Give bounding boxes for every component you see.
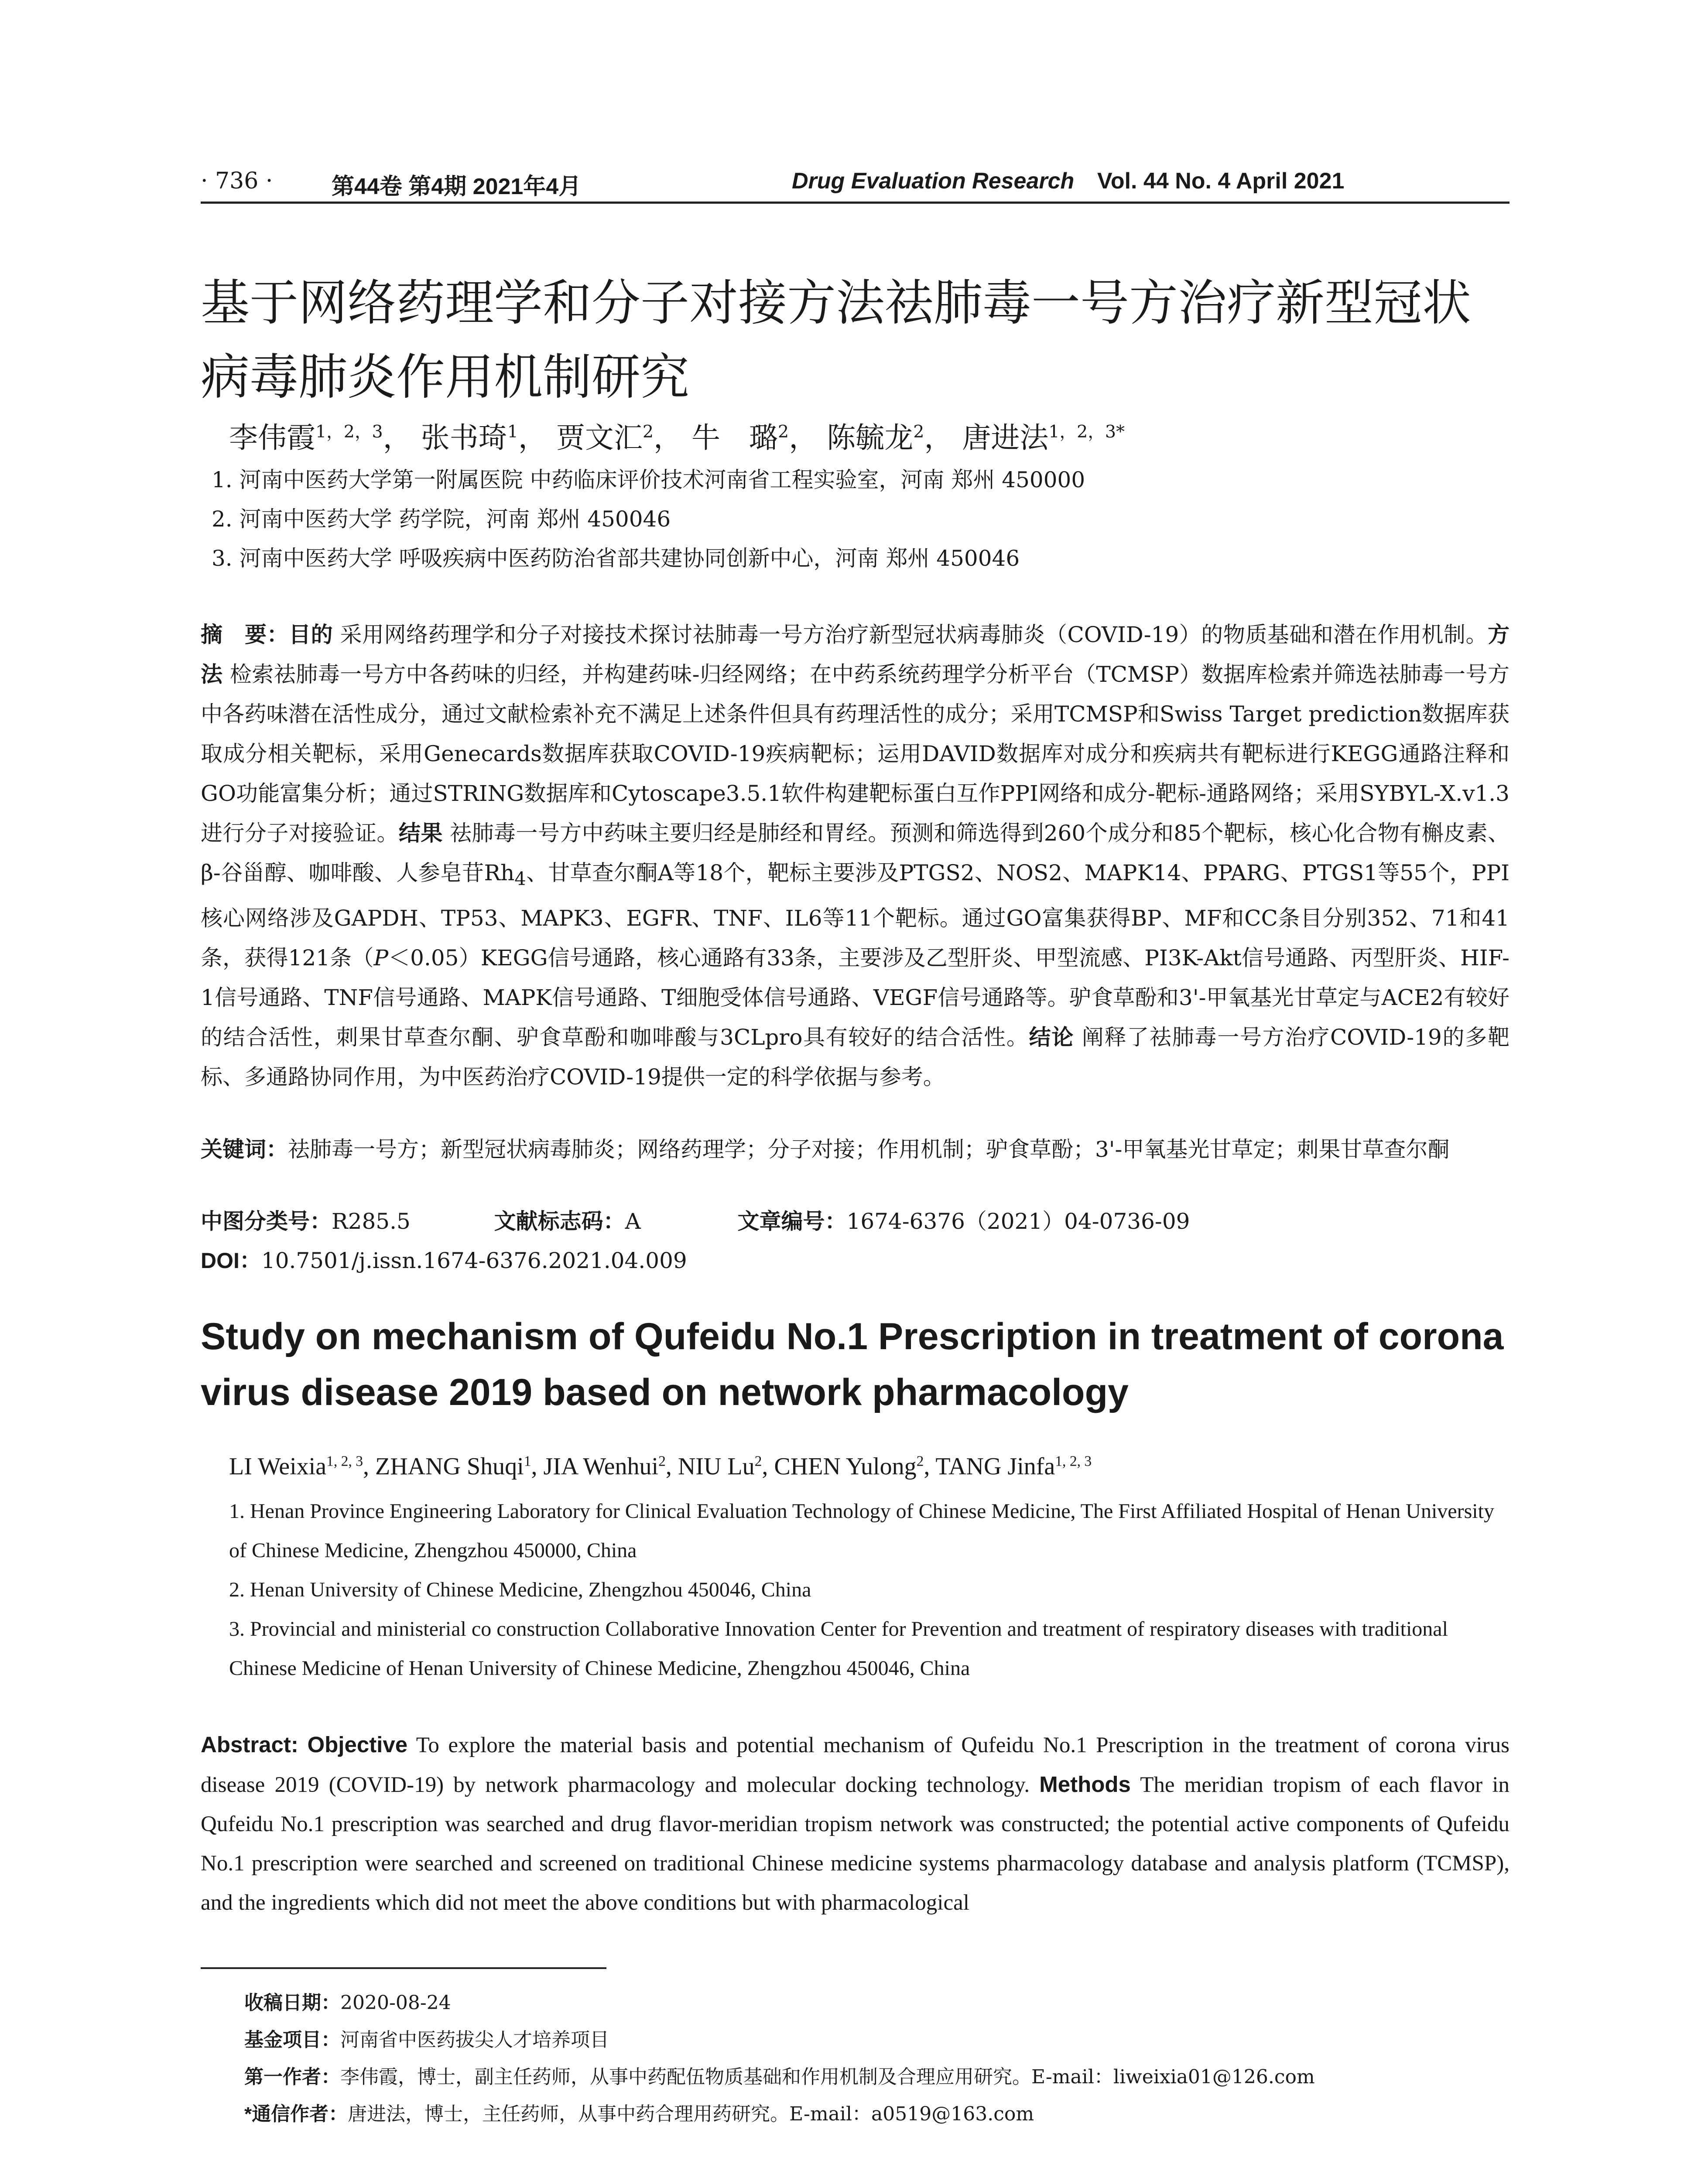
footnote-rule — [201, 1967, 606, 1969]
author-name-en: NIU Lu — [678, 1453, 755, 1480]
methods-en-label: Methods — [1039, 1772, 1131, 1797]
page-number: · 736 · — [201, 168, 273, 194]
author-sup-en: 2 — [658, 1453, 666, 1470]
author-sup: 2 — [913, 422, 924, 442]
article-no-value: 1674-6376（2021）04-0736-09 — [846, 1209, 1190, 1234]
footnote-label: 收稿日期： — [244, 1992, 340, 2013]
author-name: 陈毓龙 — [827, 421, 914, 455]
footnote-text: 唐进法，博士，主任药师，从事中药合理用药研究。E-mail：a0519@163.com — [348, 2103, 1034, 2125]
objective-cn-text: 采用网络药理学和分子对接技术探讨祛肺毒一号方治疗新型冠状病毒肺炎（COVID-19）的物质基础和潜在作用机制。 — [340, 622, 1488, 647]
author-name: 贾文汇 — [556, 421, 643, 455]
author-name-en: ZHANG Shuqi — [375, 1453, 524, 1480]
author-name-en: TANG Jinfa — [935, 1453, 1055, 1480]
footnote-received — [244, 1987, 451, 2015]
footnote-text: 2020-08-24 — [340, 1992, 451, 2014]
footnote-label: 基金项目： — [244, 2029, 340, 2051]
author-sup: 2 — [778, 422, 789, 442]
abstract-en — [201, 1725, 1509, 1922]
doc-code-label: 文献标志码： — [494, 1209, 625, 1234]
affiliation-cn-2: 2. 河南中医药大学 药学院，河南 郑州 450046 — [212, 506, 671, 532]
footnote-label: *通信作者： — [244, 2103, 348, 2125]
issue-cn: 第44卷 第4期 2021年4月 — [332, 174, 582, 199]
affiliation-en-3: 3. Provincial and ministerial co construction Collaborative Innovation Center for Prevention and treatment of respiratory diseases with traditional Chinese Medicine of Henan University of Chinese Medicine, Zhengzhou 450046, China — [229, 1617, 1448, 1680]
author-name-en: JIA Wenhui — [543, 1453, 659, 1480]
doi-label: DOI： — [201, 1248, 261, 1273]
author-name-en: LI Weixia — [229, 1453, 327, 1480]
footnote-label: 第一作者： — [244, 2066, 340, 2088]
results-cn-text-1: 祛肺毒一号方中药味主要归经是肺经和胃经。预测和筛选得到260个成分和85个靶标，核心化合物有槲皮素、β-谷甾醇、咖啡酸、人参皂苷Rh — [201, 820, 1510, 885]
footnote-first-author — [244, 2061, 1315, 2089]
results-cn-subscript: 4 — [514, 868, 526, 889]
clc-label: 中图分类号： — [201, 1209, 332, 1234]
affiliation-cn-1: 1. 河南中医药大学第一附属医院 中药临床评价技术河南省工程实验室，河南 郑州 450000 — [212, 467, 1085, 492]
objective-en-text: To explore the material basis and potential mechanism of Qufeidu No.1 Prescription in the treatment of corona virus disease 2019 (COVID-19) by network pharmacology and molecular docking technology. — [201, 1733, 1509, 1797]
abstract-cn — [201, 615, 1509, 1097]
footnote-corresponding — [244, 2098, 1034, 2126]
article-no-label: 文章编号： — [737, 1209, 847, 1234]
header-rule — [201, 202, 1509, 204]
author-sup-en: 1, 2, 3 — [1055, 1453, 1092, 1470]
author-name: 李伟霞 — [229, 421, 315, 455]
author-name: 唐进法 — [962, 421, 1049, 455]
keywords-cn — [201, 1130, 1509, 1169]
results-cn-text-3: ＜0.05）KEGG信号通路，核心通路有33条，主要涉及乙型肝炎、甲型流感、PI3K-Akt信号通路、丙型肝炎、HIF-1信号通路、TNF信号通路、MAPK信号通路、T细胞受体信号通路、VEGF信号通路等。驴食草酚和3'-甲氧基光甘草定与ACE2有较好的结合活性，刺果甘草查尔酮、驴食草酚和咖啡酸与3CLpro具有较好的结合活性。 — [201, 945, 1510, 1050]
footnote-text: 河南省中医药拔尖人才培养项目 — [340, 2029, 609, 2051]
author-sup-en: 2 — [916, 1453, 924, 1470]
classification — [201, 1204, 1190, 1235]
author-sup: 2 — [642, 422, 654, 442]
abstract-en-label: Abstract: — [201, 1732, 298, 1757]
objective-en-label: Objective — [307, 1732, 408, 1757]
affiliation-en-1: 1. Henan Province Engineering Laboratory for Clinical Evaluation Technology of Chinese Medicine, The First Affiliated Hospital of Henan University of Chinese Medicine, Zhengzhou 450000, China — [229, 1500, 1494, 1562]
author-sup-en: 2 — [754, 1453, 762, 1470]
author-sup-en: 1, 2, 3 — [326, 1453, 363, 1470]
methods-en-text: The meridian tropism of each flavor in Qufeidu No.1 prescription was searched and drug flavor-meridian tropism network was constructed; the potential active components of Qufeidu No.1 prescription were searched and screened on traditional Chinese medicine systems pharmacology database and analysis platform (TCMSP), and the ingredients which did not meet the above conditions but with pharmacological — [201, 1773, 1509, 1915]
author-sup: 1，2，3* — [1048, 422, 1125, 442]
footnote-text: 李伟霞，博士，副主任药师，从事中药配伍物质基础和作用机制及合理应用研究。E-mail：liweixia01@126.com — [340, 2066, 1315, 2088]
running-header — [201, 168, 1509, 203]
keywords-cn-text: 祛肺毒一号方；新型冠状病毒肺炎；网络药理学；分子对接；作用机制；驴食草酚；3'-甲氧基光甘草定；刺果甘草查尔酮 — [288, 1137, 1450, 1162]
doi — [201, 1243, 687, 1275]
author-name: 张书琦 — [421, 421, 507, 455]
abstract-cn-label: 摘 要： — [201, 622, 289, 647]
affiliation-en-2: 2. Henan University of Chinese Medicine, Zhengzhou 450046, China — [229, 1578, 811, 1601]
methods-cn-label: 方法 — [201, 622, 1509, 687]
doi-value: 10.7501/j.issn.1674-6376.2021.04.009 — [261, 1248, 687, 1273]
keywords-cn-label: 关键词： — [201, 1137, 288, 1162]
journal-name: Drug Evaluation Research — [792, 168, 1075, 194]
conclusion-cn-text: 阐释了祛肺毒一号方治疗COVID-19的多靶标、多通路协同作用，为中医药治疗COVID-19提供一定的科学依据与参考。 — [201, 1025, 1510, 1090]
title-en: Study on mechanism of Qufeidu No.1 Prescription in treatment of corona virus disease 2019 based on network pharmacology — [201, 1316, 1504, 1413]
clc-value: R285.5 — [332, 1209, 411, 1234]
author-sup-en: 1 — [524, 1453, 531, 1470]
authors-en: LI Weixia$^{1, 2, 3}$, ZHANG Shuqi$^1$, JIA Wenhui$^2$, NIU Lu$^2$, CHEN Yulong$^2$, TANG Jinfa$^{1, 2, 3}$ — [229, 1453, 1092, 1480]
author-name: 牛 璐 — [691, 421, 778, 455]
methods-cn-text: 检索祛肺毒一号方中各药味的归经，并构建药味-归经网络；在中药系统药理学分析平台（TCMSP）数据库检索并筛选祛肺毒一号方中各药味潜在活性成分，通过文献检索补充不满足上述条件但具有药理活性的成分；采用TCMSP和Swiss Target prediction数据库获取成分相关靶标，采用Genecards数据库获取COVID-19疾病靶标；运用DAVID数据库对成分和疾病共有靶标进行KEGG通路注释和GO功能富集分析；通过STRING数据库和Cytoscape3.5.1软件构建靶标蛋白互作PPI网络和成分-靶标-通路网络；采用SYBYL-X.v1.3进行分子对接验证。 — [201, 662, 1509, 846]
results-cn-text-2: 、甘草查尔酮A等18个，靶标主要涉及PTGS2、NOS2、MAPK14、PPARG、PTGS1等55个，PPI核心网络涉及GAPDH、TP53、MAPK3、EGFR、TNF、IL6等11个靶标。通过GO富集获得BP、MF和CC条目分别352、71和41条，获得121条（ — [201, 860, 1509, 971]
author-sup: 1 — [507, 422, 518, 442]
conclusion-cn-label: 结论 — [1029, 1025, 1075, 1049]
issue-en: Vol. 44 No. 4 April 2021 — [1097, 168, 1345, 194]
affiliation-cn-3: 3. 河南中医药大学 呼吸疾病中医药防治省部共建协同创新中心，河南 郑州 450046 — [212, 546, 1020, 571]
title-cn: 基于网络药理学和分子对接方法祛肺毒一号方治疗新型冠状病毒肺炎作用机制研究 — [201, 275, 1471, 406]
results-cn-p: P — [373, 945, 389, 971]
results-cn-label: 结果 — [398, 821, 443, 845]
objective-cn-label: 目的 — [289, 622, 333, 647]
footnote-fund — [244, 2024, 609, 2052]
author-name-en: CHEN Yulong — [774, 1453, 917, 1480]
doc-code-value: A — [625, 1209, 641, 1234]
author-sup: 1，2，3 — [315, 422, 383, 442]
authors-cn: 李伟霞$^{1,2,3}$， 张书琦$^1$， 贾文汇$^2$， 牛 璐$^2$， 陈毓龙$^2$， 唐进法$^{1,2,3*}$ — [229, 421, 1125, 455]
